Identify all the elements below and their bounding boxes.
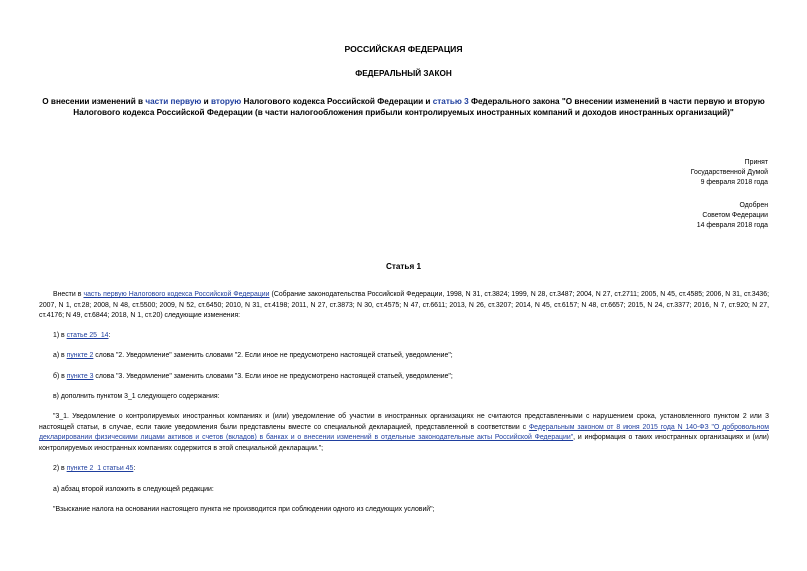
law-title-text: О внесении изменений в — [42, 97, 146, 106]
approval-block — [697, 201, 768, 231]
paragraph-text: слова "2. Уведомление" заменить словами "2. Если иное не предусмотрено настоящей статьей, уведомление"; — [93, 352, 453, 359]
paragraph-item-2 — [39, 464, 769, 475]
paragraph-item-a — [39, 351, 769, 362]
paragraph-text: : — [133, 465, 136, 472]
paragraph-item-1 — [39, 331, 769, 342]
adoption-line: Принят — [744, 159, 768, 166]
adoption-block — [691, 158, 768, 188]
link-clause-2-1-article-45[interactable]: пункте 2_1 статьи 45 — [66, 465, 134, 472]
link-federal-law-140[interactable]: Федеральным законом от 8 июня 2015 года N 140-ФЗ "О добровольном декларировании физическими лицами активов и счетов (вкладов) в банках и о внесении изменений в отдельные законодательные акты Российской Федерации" — [39, 423, 769, 442]
paragraph-item-v: в) дополнить пунктом 3_1 следующего содержания: — [53, 393, 220, 400]
paragraph-text: (Собрание законодательства Российской Федерации, 1998, N 31, ст.3824; 1999, N 28, ст.3487; 2004, N 27, ст.2711; 2005, N 45, ст.4585; 2006, N 31, ст.3436; 2007, N 1, ст.28; 2008, N 48, ст.5500; 2009, N 52, ст.6450; 2010, N 31, ст.4198; 2011, N 27, ст.3873; N 30, ст.4575; N 47, ст.6611; 2013, N 26, ст.3207; 2014, N 45, ст.6157; N 48, ст.6657; 2015, N 24, ст.3377; 2016, N 7, ст.920; N 27, ст.4176; N 49, ст.6844; 2018, N 1, ст.20) следующие изменения: — [39, 291, 769, 320]
link-clause-3[interactable]: пункте 3 — [66, 373, 94, 380]
paragraph-text: 2) в — [53, 465, 67, 472]
paragraph-item-b — [39, 372, 769, 383]
law-type-heading: ФЕДЕРАЛЬНЫЙ ЗАКОН — [355, 69, 452, 78]
paragraph-quote: "Взыскание налога на основании настоящего пункта не производится при соблюдении одного из следующих условий"; — [53, 506, 435, 513]
law-title — [40, 96, 767, 119]
adoption-date: 9 февраля 2018 года — [700, 179, 768, 186]
paragraph-item-a2: а) абзац второй изложить в следующей редакции: — [53, 486, 214, 493]
law-title-text: и — [201, 97, 211, 106]
paragraph-clause-3-1 — [39, 412, 769, 455]
article-title: Статья 1 — [385, 262, 422, 271]
law-title-text: Налогового кодекса Российской Федерации и — [241, 97, 433, 106]
paragraph-intro — [39, 290, 769, 322]
paragraph-text: : — [108, 332, 111, 339]
paragraph-text: б) в — [53, 373, 67, 380]
link-tax-code-part-one[interactable]: часть первую Налогового кодекса Российской Федерации — [83, 291, 270, 298]
paragraph-text: "3_1. Уведомление о контролируемых иностранных компаниях и (или) уведомление об участии в иностранных организациях не считаются представленными с нарушением срока, установленного пунктом 2 или 3 настоящей статьи, в случае, если такие уведомления были представлены вместе со специальной декларацией, представленной в соответствии с — [39, 413, 769, 431]
link-article-3[interactable]: статью 3 — [432, 97, 469, 106]
link-part-two[interactable]: вторую — [211, 97, 242, 106]
paragraph-text: а) в — [53, 352, 67, 359]
country-heading: РОССИЙСКАЯ ФЕДЕРАЦИЯ — [344, 44, 463, 54]
law-title-text: Федерального закона "О внесении изменений в части первую и вторую Налогового кодекса Российской Федерации (в части налогообложения прибыли контролируемых иностранных компаний и доходов иностранных организаций)" — [73, 97, 765, 118]
approval-line: Советом Федерации — [702, 212, 768, 219]
approval-line: Одобрен — [739, 202, 768, 209]
link-clause-2[interactable]: пункте 2 — [66, 352, 94, 359]
paragraph-text: 1) в — [53, 332, 67, 339]
paragraph-text: слова "3. Уведомление" заменить словами "3. Если иное не предусмотрено настоящей статьей, уведомление"; — [93, 373, 453, 380]
link-article-25-14[interactable]: статье 25_14 — [66, 332, 109, 339]
adoption-line: Государственной Думой — [690, 169, 768, 176]
paragraph-text: , и информация о таких иностранных организациях и (или) контролируемых иностранных компаниях содержится в этой специальной декларации."; — [39, 434, 769, 453]
link-part-one[interactable]: части первую — [145, 97, 202, 106]
paragraph-text: Внести в — [53, 291, 84, 298]
approval-date: 14 февраля 2018 года — [696, 222, 768, 229]
